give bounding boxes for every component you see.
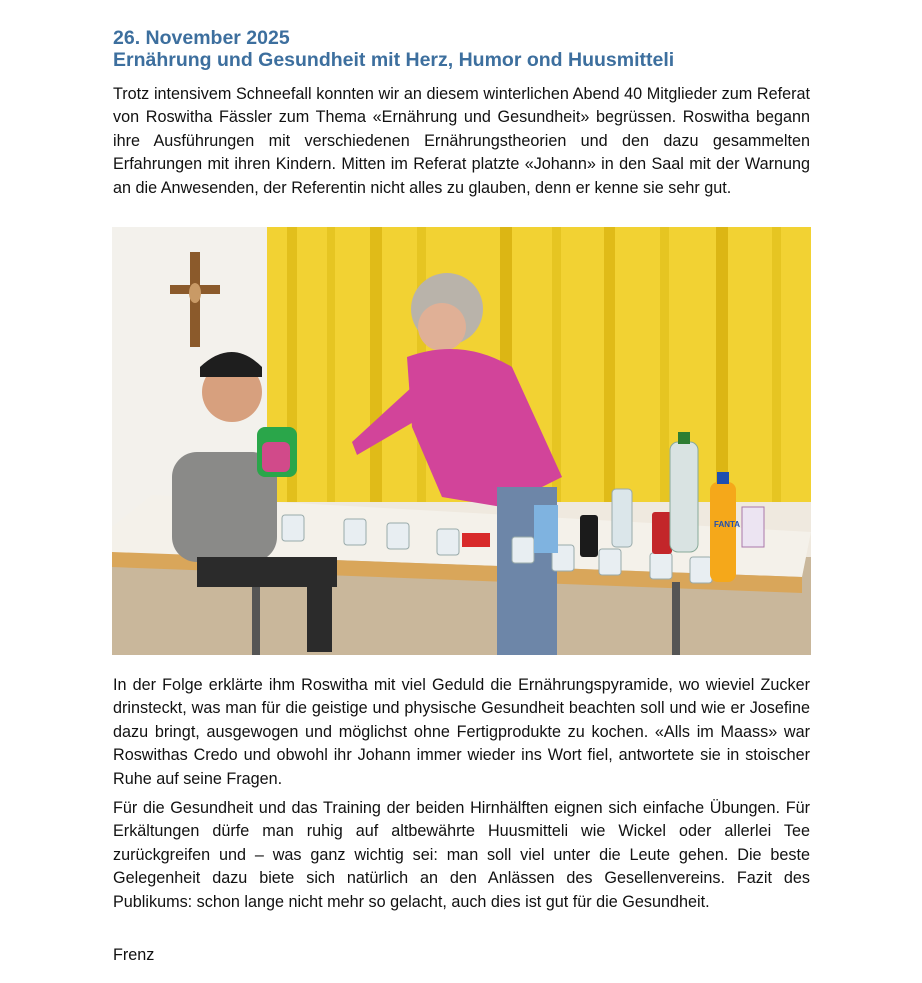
article-date: 26. November 2025 (113, 27, 290, 49)
article-title: Ernährung und Gesundheit mit Herz, Humor ond Huusmitteli (113, 49, 675, 71)
photo-illustration (112, 227, 811, 655)
article-paragraph-3: Für die Gesundheit und das Training der beiden Hirnhälften eignen sich einfache Übungen. Für Erkältungen dürfe man ruhig auf altbewährte Huusmitteli wie Wickel oder allerlei Tee zurückgreifen und – was ganz wichtig sei: man soll viel unter die Leute gehen. Die beste Gelegenheit dazu biete sich natürlich an den Anlässen des Gesellenvereins. Fazit des Publikums: schon lange nicht mehr so gelacht, auch dies ist gut für die Gesundheit. (113, 799, 810, 911)
article-paragraph-2: In der Folge erklärte ihm Roswitha mit viel Geduld die Ernährungspyramide, wo wieviel Zucker drinsteckt, was man für die geistige und physische Gesundheit beachten soll und wie er Josefine dazu bringt, ausgewogen und möglichst ohne Fertigprodukte zu kochen. «Alls im Maass» war Roswithas Credo und obwohl ihr Johann immer wieder ins Wort fiel, antwortete sie in stoischer Ruhe auf seine Fragen. (113, 676, 810, 788)
article-paragraph-1: Trotz intensivem Schneefall konnten wir an diesem winterlichen Abend 40 Mitglieder zum Referat von Roswitha Fässler zum Thema «Ernährung und Gesundheit» begrüssen. Roswitha begann ihre Ausführungen mit verschiedenen Ernährungstheorien und den dazu gesammelten Erfahrungen mit ihren Kindern. Mitten im Referat platzte «Johann» in den Saal mit der Warnung an die Anwesenden, der Referentin nicht alles zu glauben, denn er kenne sie sehr gut. (113, 85, 810, 197)
bottle-label: FANTA (714, 520, 741, 529)
author-signature: Frenz (113, 946, 155, 964)
event-photo (112, 227, 811, 655)
